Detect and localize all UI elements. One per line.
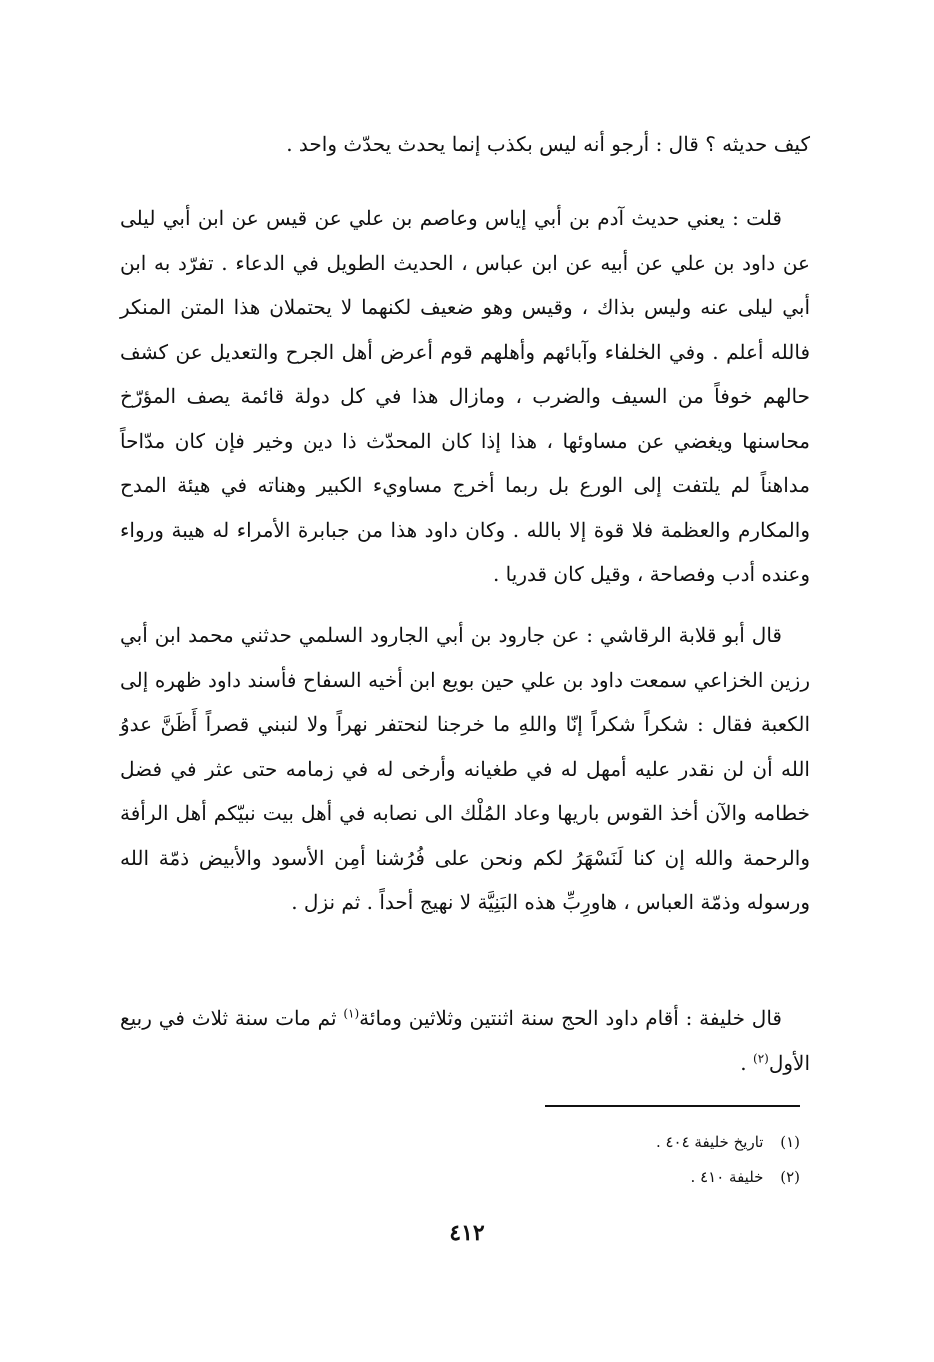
footnote-item [400, 1125, 800, 1160]
paragraph-text: قال خليفة : أقام داود الحج سنة اثنتين وثلاثين ومائة [359, 1006, 782, 1030]
paragraph-text: قلت : يعني حديث آدم بن أبي إياس وعاصم بن علي عن قيس عن ابن أبي ليلى عن داود بن علي عن أبيه عن ابن عباس ، الحديث الطويل في الدعاء . تفرّد به ابن أبي ليلى عنه وليس بذاك ، وقيس وهو ضعيف لكنهما لا يحتملان هذا المتن المنكر فالله أعلم . وفي الخلفاء وآبائهم وأهلهم قوم أعرض أهل الجرح والتعديل عن كشف حالهم خوفاً من السيف والضرب ، ومازال هذا في كل دولة قائمة يصف المؤرّخ محاسنها ويغضي عن مساوئها ، هذا إذا كان المحدّث ذا دين وخير فإن كان مدّاحاً مداهناً لم يلتفت إلى الورع بل ربما أخرج مساويء الكبير وهناته في هيئة المدح والمكارم والعظمة فلا قوة إلا بالله . وكان داود هذا من جبابرة الأمراء له هيبة ورواء وعنده أدب وفصاحة ، وقيل كان قدريا . [120, 206, 810, 586]
footnote-number: (١) [780, 1133, 800, 1151]
footnote-number: (٢) [780, 1168, 800, 1186]
paragraph-text: . [740, 1050, 754, 1075]
paragraph-text: كيف حديثه ؟ قال : أرجو أنه ليس بكذب إنما يحدث يحدّث واحد . [286, 132, 810, 156]
footnote-text: تاريخ خليفة ٤٠٤ . [655, 1133, 764, 1151]
footnote-divider [545, 1105, 800, 1107]
footnote-text: خليفة ٤١٠ . [690, 1168, 764, 1186]
page-number: ٤١٢ [449, 1220, 485, 1246]
footnote-ref-2[interactable]: (٢) [753, 1050, 769, 1065]
paragraph-continuation [120, 122, 810, 167]
footnote-ref-1[interactable]: (١) [343, 1006, 360, 1021]
paragraph-text: ثم مات سنة ثلاث في ربيع الأول [120, 1006, 810, 1075]
footnotes [400, 1125, 800, 1195]
footnote-item [400, 1160, 800, 1195]
paragraph-speech [120, 613, 810, 925]
paragraph-khalifa [120, 996, 810, 1085]
paragraph-text: قال أبو قلابة الرقاشي : عن جارود بن أبي الجارود السلمي حدثني محمد ابن أبي رزين الخزاعي سمعت داود بن علي حين بويع ابن أخيه السفاح فأسند داود ظهره إلى الكعبة فقال : شكراً شكراً إنّا واللهِ ما خرجنا لنحتفر نهراً ولا لنبني قصراً أَظَنَّ عدوُ الله أن لن نقدر عليه أمهل له في طغيانه وأرخى له في زمامه حتى عثر في فضل خطامه والآن أخذ القوس باريها وعاد المُلْك الى نصابه في أهل بيت نبيّكم أهل الرأفة والرحمة والله إن كنا لَنَسْهَرُ لكم ونحن على فُرُشنا أمِن الأسود والأبيض ذمّة الله ورسوله وذمّة العباس ، هاورِبِّ هذه البَنِيَّة لا نهيج أحداً . ثم نزل . [120, 623, 810, 914]
paragraph-commentary [120, 196, 810, 597]
